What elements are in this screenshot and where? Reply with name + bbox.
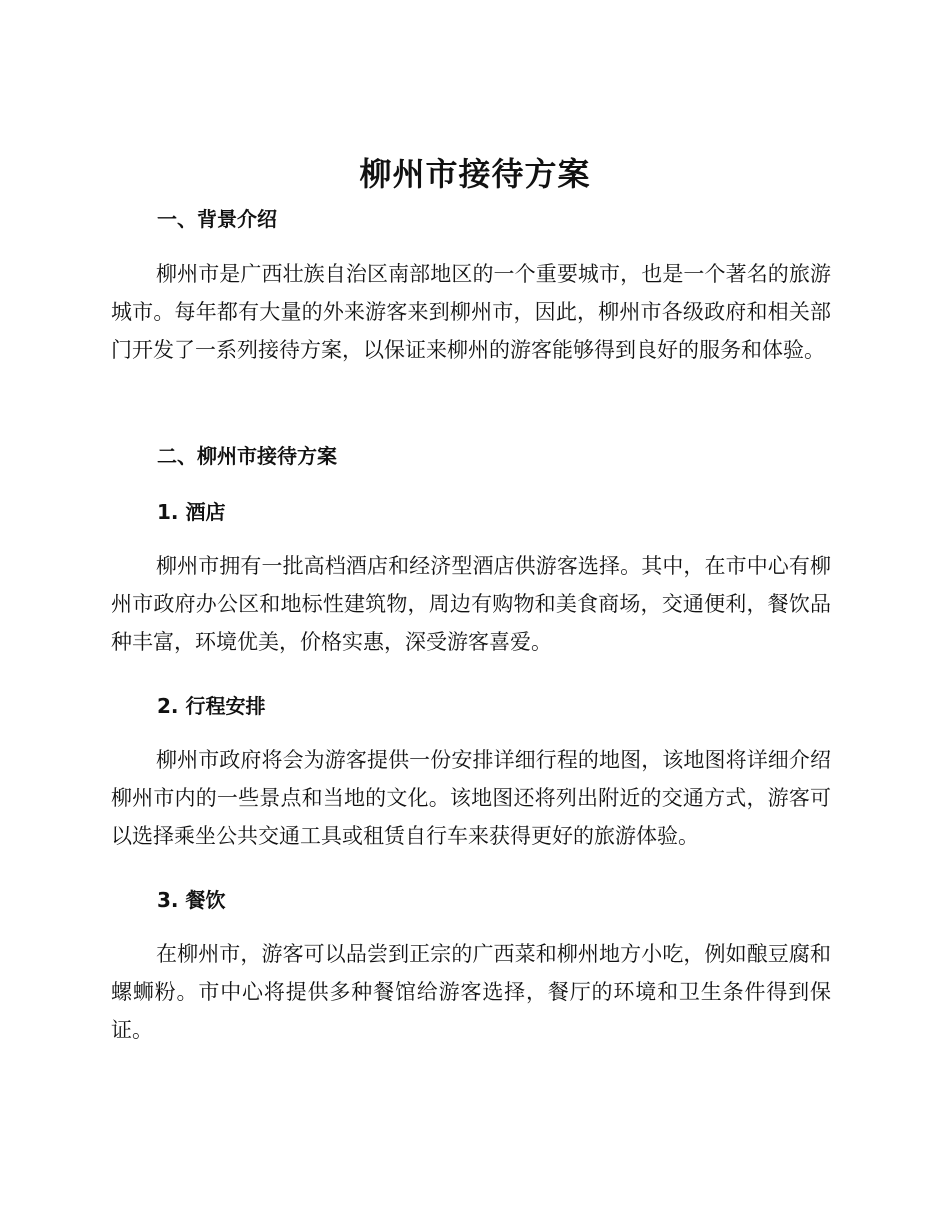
subsection-heading-hotel: 1. 酒店: [157, 500, 226, 524]
section-heading-reception-plan: 二、柳州市接待方案: [157, 444, 337, 468]
subsection-heading-itinerary: 2. 行程安排: [157, 694, 266, 718]
document-title: 柳州市接待方案: [359, 155, 591, 193]
itinerary-paragraph: 柳州市政府将会为游客提供一份安排详细行程的地图，该地图将详细介绍柳州市内的一些景点和当地的文化。该地图还将列出附近的交通方式，游客可以选择乘坐公共交通工具或租赁自行车来获得更好的旅游体验。: [111, 748, 831, 848]
hotel-paragraph: 柳州市拥有一批高档酒店和经济型酒店供游客选择。其中，在市中心有柳州市政府办公区和地标性建筑物，周边有购物和美食商场，交通便利，餐饮品种丰富，环境优美，价格实惠，深受游客喜爱。: [111, 554, 831, 654]
subsection-heading-dining: 3. 餐饮: [157, 888, 226, 912]
dining-paragraph: 在柳州市，游客可以品尝到正宗的广西菜和柳州地方小吃，例如酿豆腐和螺蛳粉。市中心将提供多种餐馆给游客选择，餐厅的环境和卫生条件得到保证。: [111, 942, 831, 1042]
section-heading-background: 一、背景介绍: [157, 207, 277, 231]
background-paragraph: 柳州市是广西壮族自治区南部地区的一个重要城市，也是一个著名的旅游城市。每年都有大量的外来游客来到柳州市，因此，柳州市各级政府和相关部门开发了一系列接待方案，以保证来柳州的游客能够得到良好的服务和体验。: [111, 262, 831, 362]
